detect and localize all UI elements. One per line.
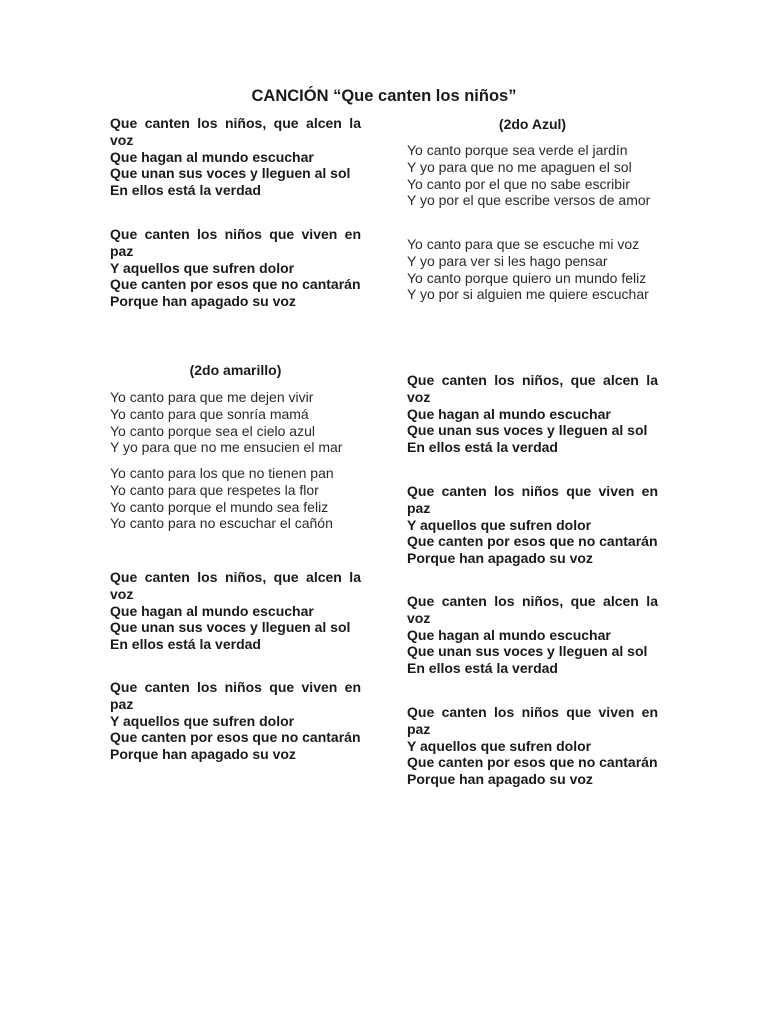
lyric-line: Que unan sus voces y lleguen al sol <box>110 619 351 636</box>
lyric-line: Que hagan al mundo escuchar <box>110 602 314 619</box>
section-heading: (2do Azul) <box>498 116 567 132</box>
lyric-line: Que unan sus voces y lleguen al sol <box>407 643 648 660</box>
lyric-line: Que canten los niños, que alcen la voz <box>407 372 658 405</box>
lyric-line: Que canten los niños que viven en paz <box>407 704 658 737</box>
lyric-line: Que canten los niños, que alcen la voz <box>407 593 658 626</box>
lyric-line: Yo canto porque sea verde el jardín <box>407 142 628 158</box>
lyric-line: Y aquellos que sufren dolor <box>110 712 295 729</box>
lyric-line: Y yo por si alguien me quiere escuchar <box>407 286 649 303</box>
lyric-line: Y yo para que no me ensucien el mar <box>110 439 343 456</box>
lyric-line: Que hagan al mundo escuchar <box>407 626 611 643</box>
lyric-line: Y aquellos que sufren dolor <box>407 737 592 754</box>
lyric-line: Que canten los niños que viven en paz <box>407 483 658 516</box>
lyric-line: Yo canto para que respetes la flor <box>110 481 319 498</box>
chorus-stanza <box>407 704 658 788</box>
lyric-line: Que unan sus voces y lleguen al sol <box>407 422 648 439</box>
lyric-line: Y aquellos que sufren dolor <box>110 259 295 276</box>
chorus-stanza <box>110 569 361 653</box>
lyric-line: Yo canto para que me dejen vivir <box>110 389 314 405</box>
chorus-stanza <box>407 593 658 677</box>
lyric-line: Que hagan al mundo escuchar <box>407 405 611 422</box>
lyric-line: Que canten por esos que no cantarán <box>407 754 658 771</box>
lyric-line: Que canten los niños, que alcen la voz <box>110 569 361 602</box>
lyric-line: Que canten los niños que viven en paz <box>110 226 361 259</box>
lyric-line: Porque han apagado su voz <box>407 550 593 567</box>
lyric-line: En ellos está la verdad <box>110 636 261 653</box>
lyric-line: Porque han apagado su voz <box>407 771 593 788</box>
lyric-line: Y yo para que no me apaguen el sol <box>407 158 632 175</box>
lyric-line: Que canten los niños, que alcen la voz <box>110 115 361 148</box>
verse-stanza <box>407 142 658 209</box>
lyric-line: Yo canto para que sonría mamá <box>110 405 309 422</box>
lyric-line: Yo canto porque el mundo sea feliz <box>110 498 329 515</box>
lyric-line: Yo canto para que se escuche mi voz <box>407 236 640 252</box>
lyric-line: Yo canto para no escuchar el cañón <box>110 515 333 532</box>
lyric-line: En ellos está la verdad <box>110 182 261 199</box>
lyric-line: Y yo por el que escribe versos de amor <box>407 192 651 209</box>
verse-stanza <box>110 465 361 532</box>
lyric-line: Que canten por esos que no cantarán <box>110 276 361 293</box>
lyric-line: Yo canto porque sea el cielo azul <box>110 422 315 439</box>
chorus-stanza <box>110 115 361 199</box>
lyric-line: Porque han apagado su voz <box>110 746 296 763</box>
lyric-line: En ellos está la verdad <box>407 660 558 677</box>
section-heading: (2do amarillo) <box>189 362 282 378</box>
verse-stanza <box>110 389 361 456</box>
lyric-line: Que unan sus voces y lleguen al sol <box>110 165 351 182</box>
chorus-stanza <box>407 372 658 456</box>
lyric-line: Que hagan al mundo escuchar <box>110 148 314 165</box>
lyric-line: Y yo para ver si les hago pensar <box>407 252 608 269</box>
lyric-line: Que canten por esos que no cantarán <box>407 533 658 550</box>
chorus-stanza <box>110 226 361 310</box>
chorus-stanza <box>407 483 658 567</box>
lyric-line: Y aquellos que sufren dolor <box>407 516 592 533</box>
chorus-stanza <box>110 679 361 763</box>
song-title: CANCIÓN “Que canten los niños” <box>251 87 517 105</box>
lyric-line: Que canten los niños que viven en paz <box>110 679 361 712</box>
lyric-line: Yo canto para los que no tienen pan <box>110 465 334 481</box>
lyric-line: Yo canto por el que no sabe escribir <box>407 175 630 192</box>
lyric-line: Porque han apagado su voz <box>110 293 296 310</box>
lyric-line: Que canten por esos que no cantarán <box>110 729 361 746</box>
lyric-line: Yo canto porque quiero un mundo feliz <box>407 269 647 286</box>
lyric-line: En ellos está la verdad <box>407 439 558 456</box>
verse-stanza <box>407 236 658 303</box>
